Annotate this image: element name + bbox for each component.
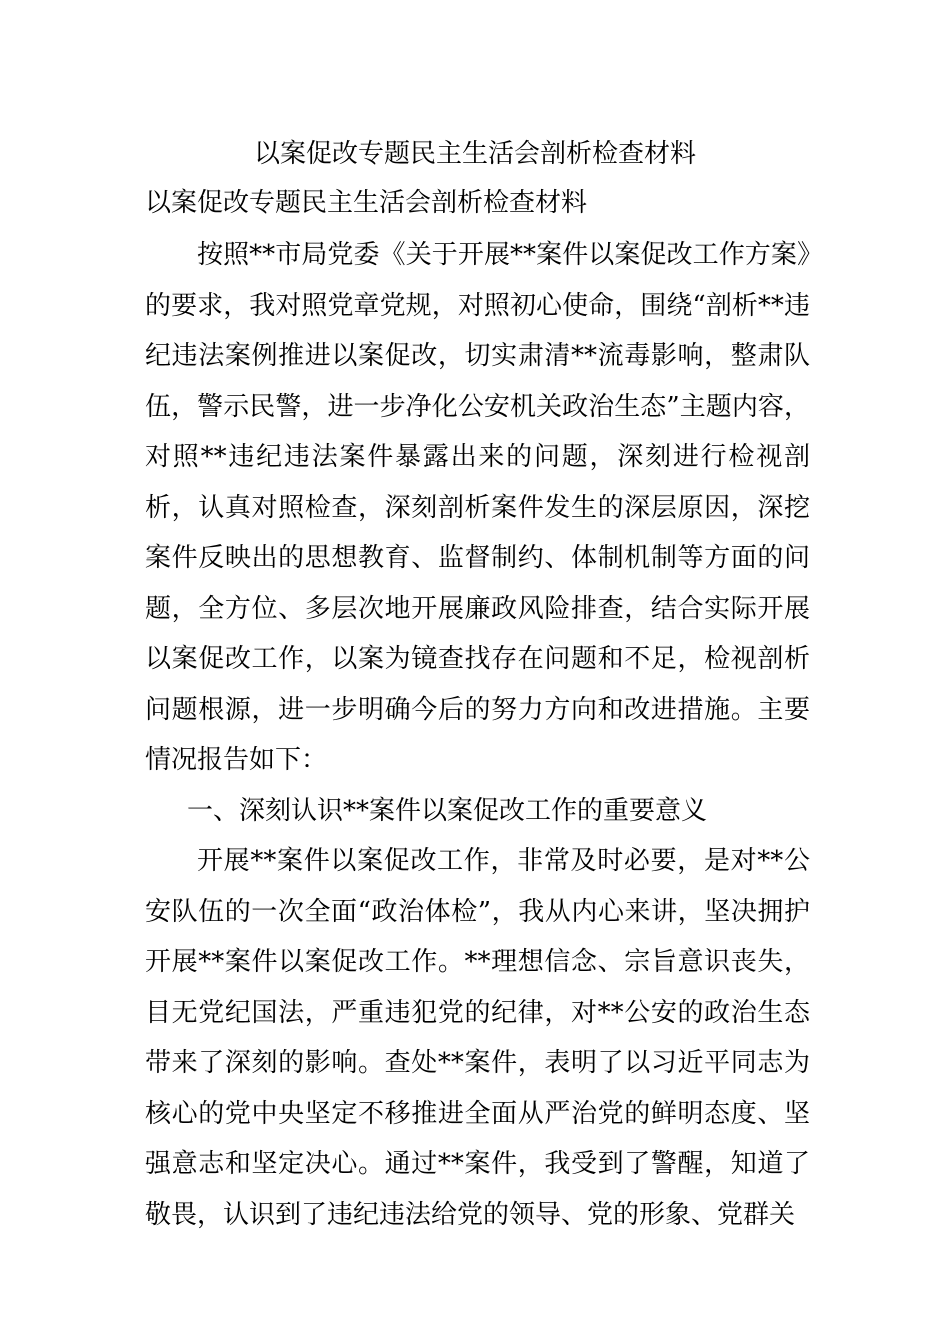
paragraph-intro: 按照**市局党委《关于开展**案件以案促改工作方案》的要求，我对照党章党规，对照初心使命，围绕“剖析**违纪违法案例推进以案促改，切实肃清**流毒影响，整肃队伍，警示民警，进一步净化公安机关政治生态”主题内容，对照**违纪违法案件暴露出来的问题，深刻进行检视剖析，认真对照检查，深刻剖析案件发生的深层原因，深挖案件反映出的思想教育、监督制约、体制机制等方面的问题，全方位、多层次地开展廉政风险排查，结合实际开展以案促改工作，以案为镜查找存在问题和不足，检视剖析问题根源，进一步明确今后的努力方向和改进措施。主要情况报告如下： <box>145 240 810 775</box>
document-body <box>145 230 810 1240</box>
section-heading-1: 一、深刻认识**案件以案促改工作的重要意义 <box>187 795 708 826</box>
paragraph-section-1: 开展**案件以案促改工作，非常及时必要，是对**公安队伍的一次全面“政治体检”，我从内心来讲，坚决拥护开展**案件以案促改工作。**理想信念、宗旨意识丧失，目无党纪国法，严重违犯党的纪律，对**公安的政治生态带来了深刻的影响。查处**案件，表明了以习近平同志为核心的党中央坚定不移推进全面从严治党的鲜明态度、坚强意志和坚定决心。通过**案件，我受到了警醒，知道了敬畏，认识到了违纪违法给党的领导、党的形象、党群关 <box>145 846 810 1230</box>
document-title: 以案促改专题民主生活会剖析检查材料 <box>253 139 696 169</box>
document-subtitle: 以案促改专题民主生活会剖析检查材料 <box>145 188 588 218</box>
